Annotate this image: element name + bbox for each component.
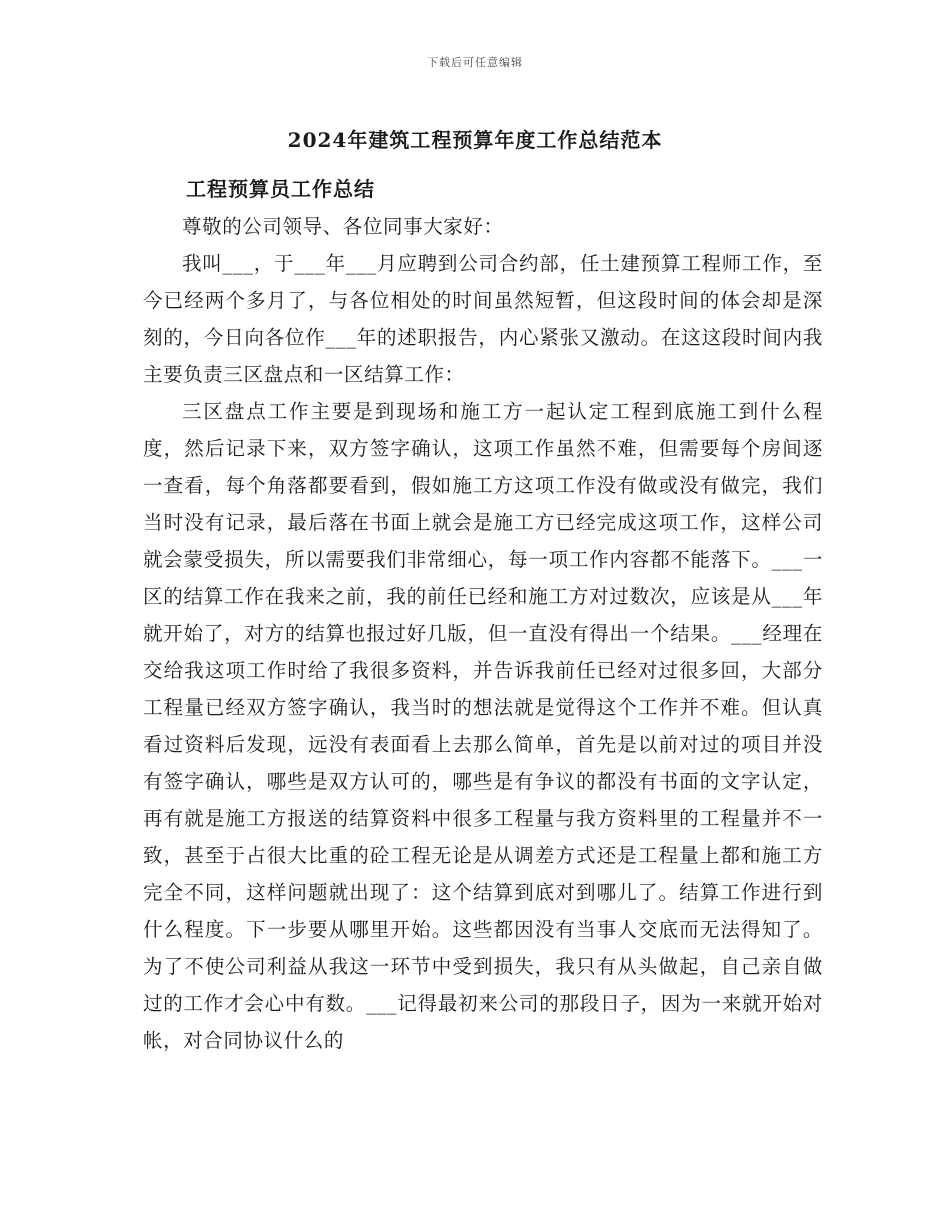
- paragraph-intro: 我叫___，于___年___月应聘到公司合约部，任土建预算工程师工作，至今已经两个多月了，与各位相处的时间虽然短暂，但这段时间的体会却是深刻的，今日向各位作___年的述职报告，内心紧张又激动。在这这段时间内我主要负责三区盘点和一区结算工作：: [143, 252, 823, 386]
- paragraph-main: 三区盘点工作主要是到现场和施工方一起认定工程到底施工到什么程度，然后记录下来，双方签字确认，这项工作虽然不难，但需要每个房间逐一查看，每个角落都要看到，假如施工方这项工作没有做或没有做完，我们当时没有记录，最后落在书面上就会是施工方已经完成这项工作，这样公司就会蒙受损失，所以需要我们非常细心，每一项工作内容都不能落下。___一区的结算工作在我来之前，我的前任已经和施工方对过数次，应该是从___年就开始了，对方的结算也报过好几版，但一直没有得出一个结果。___经理在交给我这项工作时给了我很多资料，并告诉我前任已经对过很多回，大部分工程量已经双方签字确认，我当时的想法就是觉得这个工作并不难。但认真看过资料后发现，远没有表面看上去那么简单，首先是以前对过的项目并没有签字确认，哪些是双方认可的，哪些是有争议的都没有书面的文字认定，再有就是施工方报送的结算资料中很多工程量与我方资料里的工程量并不一致，甚至于占很大比重的砼工程无论是从调差方式还是工程量上都和施工方完全不同，这样问题就出现了：这个结算到底对到哪儿了。结算工作进行到什么程度。下一步要从哪里开始。这些都因没有当事人交底而无法得知了。为了不使公司利益从我这一环节中受到损失，我只有从头做起，自己亲自做过的工作才会心中有数。___记得最初来公司的那段日子，因为一来就开始对帐，对合同协议什么的: [143, 400, 823, 1052]
- document-title: 2024年建筑工程预算年度工作总结范本: [287, 128, 663, 152]
- paragraph-greeting: 尊敬的公司领导、各位同事大家好：: [182, 215, 504, 238]
- body-text: [143, 208, 823, 1059]
- header-note: 下载后可任意编辑: [427, 56, 523, 69]
- section-heading: 工程预算员工作总结: [186, 177, 375, 201]
